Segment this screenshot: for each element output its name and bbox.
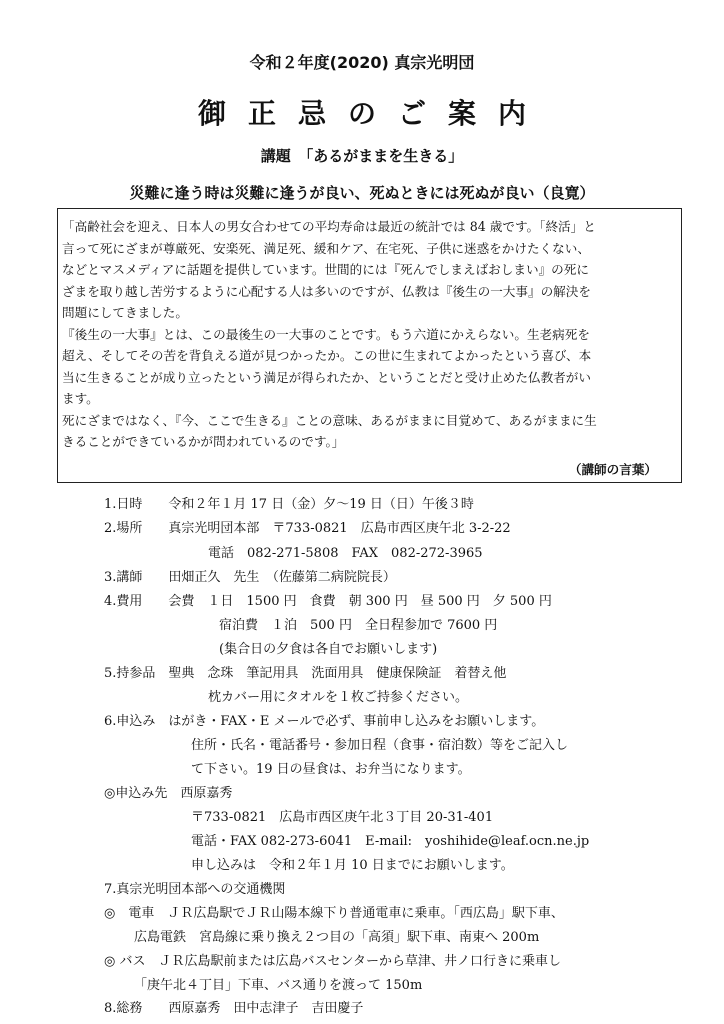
message-line: 「高齢社会を迎え、日本人の男女合わせての平均寿命は最近の統計では 84 歳です。「終活」と	[62, 219, 596, 234]
message-line: 当に生きることが成り立ったという満足が得られたか、ということだと受け止めた仏教者がい	[62, 370, 591, 385]
message-line: ます。	[62, 391, 99, 406]
message-line: 問題にしてきました。	[62, 305, 188, 320]
message-line: 超え、そしてその苦を背負える道が見つかったか。この世に生まれてよかったという喜び、本	[62, 348, 592, 363]
message-line: 『後生の一大事』とは、この最後生の一大事のことです。もう六道にかえらない。生老病死を	[62, 327, 590, 342]
page-title: 御正忌のご案内	[197, 97, 548, 130]
detail-application-deadline: 申し込みは 令和２年１月 10 日までにお願いします。	[191, 858, 514, 873]
detail-contact-address: 〒733-0821 広島市西区庚午北３丁目 20-31-401	[191, 810, 494, 825]
detail-staff: 8.総務 西原嘉秀 田中志津子 吉田慶子	[104, 1001, 364, 1016]
message-line: きることができているかが問われているのです。」	[62, 434, 345, 449]
detail-transport-train-2: 広島電鉄 宮島線に乗り換え２つ目の「高須」駅下車、南東へ 200m	[134, 930, 540, 945]
detail-venue: 2.場所 真宗光明団本部 〒733-0821 広島市西区庚午北 3-2-22	[104, 521, 511, 536]
lecturer-signature: （講師の言葉）	[568, 462, 657, 477]
message-line: 言って死にざまが尊厳死、安楽死、満足死、緩和ケア、在宅死、子供に迷惑をかけたくない、	[62, 241, 590, 256]
detail-application-note: 住所・氏名・電話番号・参加日程（食事・宿泊数）等をご記入し	[191, 738, 569, 753]
message-line: 死にざまではなく、『今、ここで生きる』ことの意味、あるがままに目覚めて、あるがままに生	[62, 413, 597, 428]
detail-application: 6.申込み はがき・FAX・E メールで必ず、事前申し込みをお願いします。	[104, 714, 545, 729]
detail-venue-phone: 電話 082-271-5808 FAX 082-272-3965	[208, 546, 483, 561]
organization-heading: 令和２年度(2020) 真宗光明団	[249, 53, 475, 72]
detail-fee-note: (集合日の夕食は各自でお願いします)	[219, 642, 438, 657]
detail-items-note: 枕カバー用にタオルを１枚ご持参ください。	[208, 690, 469, 705]
detail-transport-heading: 7.真宗光明団本部への交通機関	[104, 882, 286, 897]
detail-contact-phone-email: 電話・FAX 082-273-6041 E-mail: yoshihide@leaf.ocn.ne.jp	[191, 834, 590, 849]
detail-application-note: て下さい。19 日の昼食は、お弁当になります。	[191, 762, 471, 777]
detail-contact-name: ◎申込み先 西原嘉秀	[104, 786, 233, 801]
detail-date: 1.日時 令和２年１月 17 日（金）夕～19 日（日）午後３時	[104, 497, 474, 512]
message-line: ざまを取り越し苦労するように心配する人は多いのですが、仏教は『後生の一大事』の解決を	[62, 284, 591, 299]
lecturer-message-box	[57, 208, 682, 483]
detail-lecturer: 3.講師 田畑正久 先生 （佐藤第二病院院長）	[104, 570, 396, 585]
detail-items-to-bring: 5.持参品 聖典 念珠 筆記用具 洗面用具 健康保険証 着替え他	[104, 666, 507, 681]
ryokan-quote: 災難に逢う時は災難に逢うが良い、死ぬときには死ぬが良い（良寛）	[129, 184, 595, 202]
detail-fees: 4.費用 会費 １日 1500 円 食費 朝 300 円 昼 500 円 夕 500 円	[104, 594, 552, 609]
detail-transport-bus: ◎ バス ＪＲ広島駅前または広島バスセンターから草津、井ノ口行きに乗車し	[104, 954, 561, 969]
detail-transport-bus-2: 「庚午北４丁目」下車、バス通りを渡って 150m	[134, 978, 423, 993]
message-line: などとマスメディアに話題を提供しています。世間的には『死んでしまえばおしまい』の死に	[62, 262, 589, 277]
detail-lodging-fee: 宿泊費 １泊 500 円 全日程参加で 7600 円	[219, 618, 498, 633]
detail-transport-train: ◎ 電車 ＪＲ広島駅でＪＲ山陽本線下り普通電車に乗車。「西広島」駅下車、	[104, 906, 564, 921]
lecture-subject: 講題 「あるがままを生きる」	[260, 147, 464, 165]
